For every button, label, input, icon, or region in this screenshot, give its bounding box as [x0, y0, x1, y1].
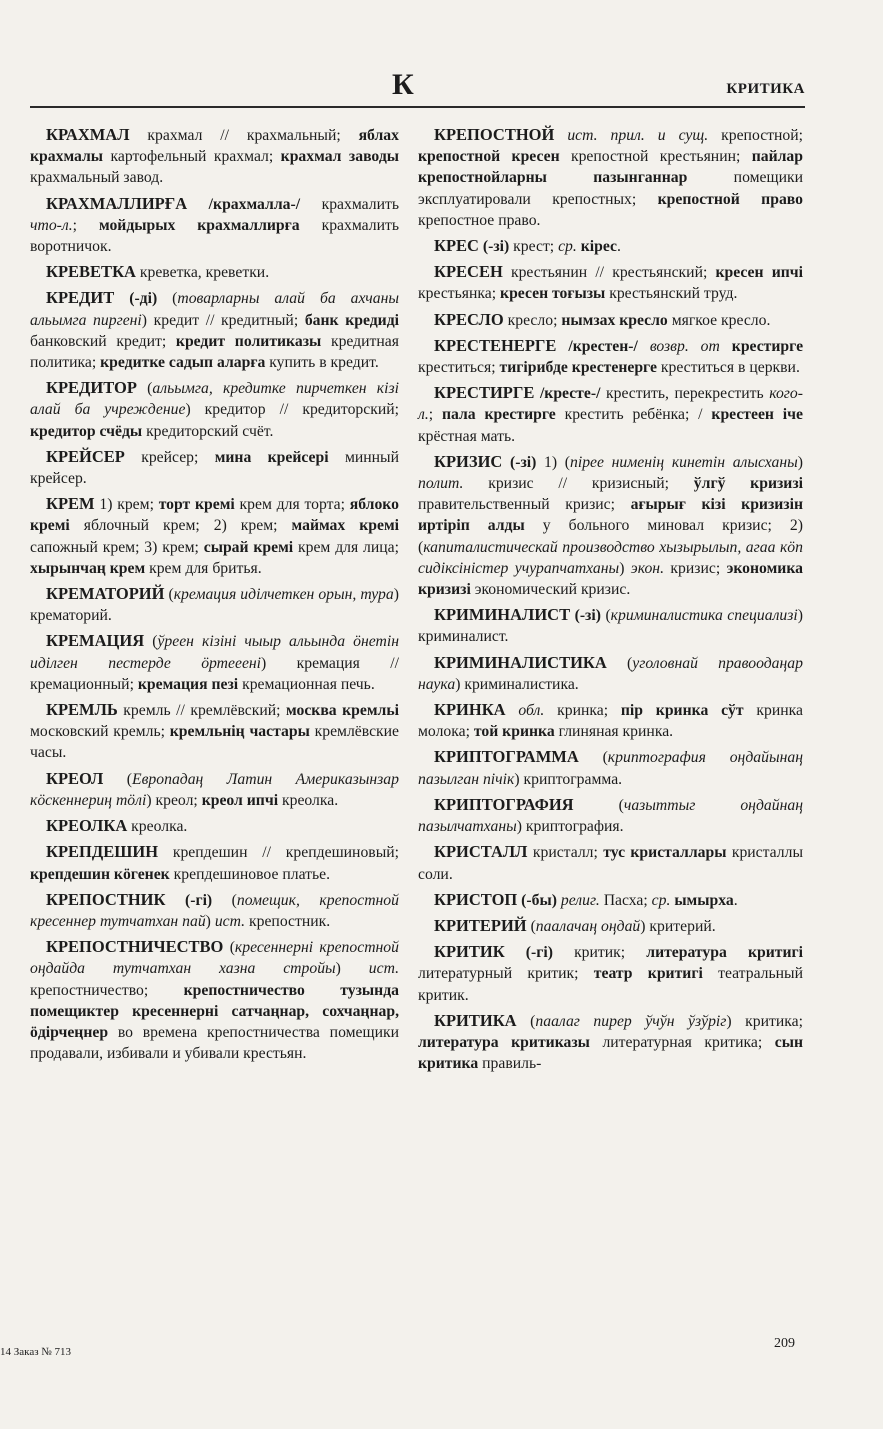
entry-text: глиняная кринка.	[554, 723, 674, 741]
headword: КРИТИК	[434, 942, 505, 962]
entry-text: (	[223, 939, 235, 957]
entry-text: (	[526, 917, 536, 935]
example-phrase: (-зі)	[574, 607, 601, 625]
gloss-note: Европадаң Латин Америказынзар кöскеннериң тöлі	[30, 770, 399, 809]
example-phrase: крепостничество тузында помещиктер кресеннерні сатчаңнар, сохчаңнар, öдірчеңнер	[30, 981, 399, 1041]
example-phrase: кірес	[580, 238, 617, 256]
headword: КРЕМАТОРИЙ	[46, 584, 165, 604]
gloss-note: ист. прил. и сущ.	[567, 127, 709, 144]
dictionary-entry	[30, 377, 399, 442]
entry-text: ) криптография.	[516, 818, 624, 836]
example-phrase: (-ді)	[129, 290, 158, 308]
entry-text: ) критика;	[726, 1012, 803, 1030]
right-column	[418, 124, 803, 1078]
entry-text: крахмалить	[300, 195, 399, 213]
gloss-note: ср.	[558, 238, 577, 256]
entry-text: (	[516, 1012, 536, 1030]
headword: КРАХМАЛ	[46, 125, 130, 144]
entry-text: правительственный кризис;	[418, 496, 631, 514]
entry-text: (	[606, 654, 633, 672]
headword: КРЕПОСТНИК	[46, 889, 166, 909]
left-column	[30, 124, 399, 1068]
example-phrase: (-гі)	[525, 944, 553, 962]
entry-text: кризис // кризисный;	[463, 475, 694, 493]
entry-text: ) креол;	[146, 791, 202, 809]
gloss-note: ўреен кізіні чыыр альында öнетін иділген пестерде öртееені	[30, 633, 399, 672]
example-phrase: крестирге	[731, 337, 804, 355]
example-phrase: крестеен іче	[711, 406, 803, 424]
dictionary-entry	[30, 193, 399, 258]
headword: КРЕСЛО	[434, 309, 504, 329]
entry-text: креститься;	[418, 359, 500, 377]
dictionary-entry	[418, 604, 803, 647]
entry-text: крестить, перекрестить	[600, 385, 770, 403]
example-phrase: театр критигі	[593, 965, 703, 983]
entry-text: крепдешиновое платье.	[169, 865, 331, 883]
example-phrase: (-гі)	[185, 891, 213, 909]
headword: КРИПТОГРАФИЯ	[434, 794, 574, 814]
entry-text: креветка, креветки.	[135, 264, 270, 282]
example-phrase: ымырха	[674, 891, 734, 909]
gloss-note: уголовнай правоодаңар наука	[418, 654, 803, 693]
gloss-note: религ.	[560, 891, 600, 909]
dictionary-entry	[418, 652, 803, 695]
gloss-note: чазыттыг оңдайнаң пазылчатханы	[418, 796, 803, 836]
entry-text	[554, 127, 567, 144]
example-phrase: банк кредиді	[304, 311, 399, 329]
example-phrase: экономика кризизі	[418, 559, 803, 599]
entry-text: крестьянский труд.	[605, 285, 738, 303]
dictionary-entry	[418, 335, 803, 378]
entry-text: крестить ребёнка; /	[555, 406, 712, 424]
entry-text: крепостное право.	[418, 211, 541, 229]
gloss-note: помещик, крепостной кресеннер тутчатхан пай	[30, 891, 399, 930]
example-phrase: яблоко кремі	[30, 496, 399, 535]
entry-text: креолка.	[127, 818, 188, 836]
entry-text: кристалл;	[527, 844, 604, 862]
dictionary-entry	[418, 235, 803, 257]
entry-text: крем для бритья.	[145, 559, 262, 577]
entry-text	[114, 290, 129, 307]
entry-text	[505, 944, 526, 961]
gloss-note: кого-л.	[418, 385, 803, 424]
entry-text	[165, 892, 185, 909]
example-phrase: ўлгў кризизі	[693, 475, 803, 493]
headword: КРЕДИТОР	[46, 378, 137, 398]
entry-text: крахмалить воротничок.	[30, 216, 399, 256]
entry-text: кредитная политика;	[30, 332, 399, 372]
example-phrase: той кринка	[473, 723, 555, 741]
entry-text: .	[733, 891, 738, 909]
entry-text: (	[136, 380, 153, 398]
entry-text: у больного миновал кризис; 2) (	[418, 517, 803, 556]
headword: КРИЗИС	[434, 451, 503, 471]
headword: КРЕДИТ	[46, 288, 115, 308]
example-phrase: /кресте-/	[539, 385, 601, 403]
entry-text: крахмальный завод.	[30, 169, 164, 187]
headword: КРЕМЛЬ	[46, 700, 118, 720]
entry-text: ) кредитор // кредиторский;	[185, 401, 399, 419]
headword: КРЕВЕТКА	[46, 262, 136, 282]
entry-text: кредиторский счёт.	[142, 422, 274, 440]
entry-text: купить в кредит.	[265, 354, 379, 372]
example-phrase: кредит политиказы	[175, 332, 322, 350]
headword: КРИМИНАЛИСТ	[434, 605, 571, 625]
dictionary-entry	[418, 261, 803, 304]
dictionary-entry	[30, 699, 399, 764]
entry-text: экономический кризис.	[470, 581, 631, 599]
example-phrase: кресен ипчі	[715, 264, 803, 282]
entry-text: во времена крепостничества помещики продавали, избивали и убивали крестьян.	[30, 1023, 399, 1063]
entry-text	[506, 702, 519, 719]
entry-text: мягкое кресло.	[667, 311, 771, 329]
dictionary-entry	[418, 746, 803, 789]
example-phrase: пайлар крепостнойларны пазынганнар	[418, 148, 803, 187]
entry-text: )	[205, 912, 215, 930]
entry-text	[502, 454, 510, 471]
entry-text: крестьянин // крестьянский;	[502, 264, 716, 282]
entry-text: сапожный крем; 3) крем;	[30, 538, 204, 556]
dictionary-entry	[30, 889, 399, 932]
example-phrase: литература критигі	[646, 944, 803, 962]
example-phrase: маймах кремі	[291, 517, 399, 535]
entry-text: 1) крем;	[94, 496, 159, 514]
example-phrase: хырынчаң крем	[30, 559, 146, 577]
entry-text	[720, 338, 732, 355]
entry-text: минный крейсер.	[30, 448, 399, 488]
section-letter: К	[392, 68, 415, 101]
entry-text: правиль-	[478, 1055, 542, 1073]
running-head: КРИТИКА	[726, 81, 805, 97]
entry-text: (	[573, 796, 624, 814]
entry-text: критик;	[552, 944, 647, 962]
headword: КРЕСТЕНЕРГЕ	[434, 335, 557, 355]
entry-text: картофельный крахмал;	[103, 148, 281, 166]
dictionary-entry	[418, 309, 803, 331]
gloss-note: возвр. от	[649, 337, 720, 355]
dictionary-entry	[418, 941, 803, 1006]
dictionary-entry	[418, 382, 803, 447]
headword: КРЕМАЦИЯ	[46, 631, 145, 651]
entry-text: (	[212, 891, 237, 909]
entry-text: крейсер;	[124, 448, 215, 466]
example-phrase: кремация пезі	[137, 675, 239, 693]
headword: КРЕМ	[46, 494, 95, 514]
entry-text: .	[616, 238, 621, 256]
example-phrase: ағырығ кізі кризизін иртіріп алды	[418, 496, 803, 535]
dictionary-entry	[418, 915, 803, 937]
entry-text: ) кредит // кредитный;	[141, 311, 305, 329]
gloss-note: капиталистическай производство хызырылып, агаа кöп сидіксіністер учурапчатханы	[418, 538, 803, 577]
headword: КРЕОЛКА	[46, 816, 128, 836]
entry-text: (	[103, 770, 133, 788]
example-phrase: кресен тоғызы	[500, 285, 606, 303]
entry-text: кремлёвские часы.	[30, 723, 400, 762]
entry-text: ) крематорий.	[30, 586, 399, 625]
entry-text: (	[164, 586, 174, 604]
example-phrase: крепдешин кöгенек	[30, 865, 170, 883]
gloss-note: кремация иділчеткен орын, тура	[173, 586, 394, 604]
gloss-note: ср.	[651, 891, 671, 909]
example-phrase: москва кремльі	[286, 702, 399, 720]
headword: КРЕОЛ	[46, 768, 104, 788]
entry-text: кринка;	[544, 702, 621, 720]
header-rule	[30, 106, 805, 108]
entry-text: ) криптограмма.	[514, 770, 623, 788]
dictionary-entry	[418, 889, 803, 911]
headword: КРЕЙСЕР	[46, 446, 125, 466]
headword: КРИМИНАЛИСТИКА	[434, 652, 607, 672]
dictionary-entry	[30, 841, 399, 884]
dictionary-entry	[418, 841, 803, 884]
headword: КРИНКА	[434, 700, 506, 720]
entry-text: крем для лица;	[293, 538, 399, 556]
headword: КРЕС	[434, 236, 479, 256]
dictionary-entry	[30, 287, 399, 373]
gloss-note: кресеннерні крепостной оңдайда тутчатхан хазна стройы	[30, 939, 399, 978]
example-phrase: мина крейсері	[214, 448, 329, 466]
example-phrase: тигірибде крестенерге	[499, 359, 657, 377]
gloss-note: альымга, кредитке пирчеткен кізі алай ба учреждение	[30, 380, 399, 419]
entry-text: (	[578, 749, 608, 767]
gloss-note: ист.	[368, 960, 400, 978]
entry-text: )	[335, 960, 369, 978]
entry-text: Пасха;	[599, 891, 652, 909]
entry-text: помещики эксплуатировали крепостных;	[418, 169, 803, 208]
example-phrase: /крестен-/	[568, 337, 638, 355]
example-phrase: сын критика	[418, 1033, 803, 1073]
example-phrase: яблах крахмалы	[30, 127, 399, 166]
example-phrase: торт кремі	[158, 496, 235, 514]
gloss-note: пірее нименің кинетін алысханы	[570, 453, 798, 471]
entry-text: крем для торта;	[234, 496, 350, 514]
entry-text: ) криминалистика.	[455, 675, 579, 693]
example-phrase: литература критиказы	[418, 1033, 590, 1051]
example-phrase: сырай кремі	[203, 538, 294, 556]
headword: КРЕПОСТНИЧЕСТВО	[46, 937, 224, 957]
entry-text: )	[619, 559, 631, 577]
entry-text: крест;	[509, 238, 559, 256]
entry-text: кремационная печь.	[238, 675, 375, 693]
example-phrase: нымзах кресло	[561, 311, 668, 329]
example-phrase: кредитор счёды	[30, 422, 143, 440]
entry-text: театральный критик.	[418, 965, 803, 1004]
example-phrase: пір кринка сўт	[620, 702, 744, 720]
gloss-note: паалачаң оңдай	[535, 917, 641, 935]
entry-text: литературная критика;	[589, 1033, 775, 1051]
example-phrase: крепостной право	[657, 190, 803, 208]
entry-text	[556, 338, 568, 355]
headword: КРИСТОП	[434, 889, 518, 909]
gloss-note: полит.	[418, 475, 464, 493]
entry-text: (	[157, 290, 178, 308]
entry-text: яблочный крем; 2) крем;	[69, 517, 292, 535]
example-phrase: (-зі)	[482, 238, 510, 256]
headword: КРИТИКА	[434, 1010, 517, 1030]
entry-text: кресло;	[503, 311, 562, 329]
example-phrase: креол ипчі	[201, 791, 279, 809]
dictionary-entry	[418, 794, 803, 837]
gloss-note: что-л.	[30, 216, 73, 234]
entry-text: крепостник.	[245, 912, 331, 930]
entry-text	[638, 338, 650, 355]
example-phrase: мойдырых крахмаллирға	[98, 216, 300, 234]
gloss-note: экон.	[630, 559, 665, 577]
headword: КРЕПОСТНОЙ	[434, 125, 555, 144]
dictionary-entry	[30, 493, 399, 579]
gloss-note: товарларны алай ба ахчаны альымга пиргені	[30, 290, 399, 329]
entry-text: креолка.	[278, 791, 339, 809]
dictionary-entry	[30, 815, 399, 837]
example-phrase: крепостной кресен	[418, 148, 560, 166]
entry-text: кремль // кремлёвский;	[117, 702, 286, 720]
entry-text: кристаллы соли.	[418, 844, 803, 883]
entry-text: )	[797, 453, 803, 471]
entry-text: крахмал // крахмальный;	[129, 127, 359, 144]
entry-text: крепдешин // крепдешиновый;	[158, 844, 399, 862]
printer-signature: 14 Заказ № 713	[0, 1346, 72, 1358]
entry-text: ;	[72, 216, 99, 234]
entry-text: крестьянка;	[418, 285, 501, 303]
headword: КРЕСТИРГЕ	[434, 383, 535, 403]
entry-text: креститься в церкви.	[656, 359, 800, 377]
headword: КРЕПДЕШИН	[46, 842, 159, 862]
entry-text: ) кремация // кремационный;	[30, 654, 399, 693]
entry-text: (	[144, 633, 158, 651]
entry-text: крепостной;	[708, 127, 804, 144]
example-phrase: кредитке садып аларға	[100, 354, 266, 372]
dictionary-entry	[30, 768, 399, 811]
entry-text: банковский кредит;	[30, 332, 176, 350]
gloss-note: криптография оңдайынаң пазылган пічік	[418, 749, 803, 788]
headword: КРЕСЕН	[434, 262, 503, 282]
headword: КРИТЕРИЙ	[434, 915, 527, 935]
example-phrase: (-бы)	[521, 891, 557, 909]
entry-text: московский кремль;	[30, 723, 170, 741]
entry-text: (	[600, 607, 611, 625]
entry-text: ) критерий.	[640, 917, 716, 935]
entry-text	[187, 196, 209, 213]
entry-text: крепостничество;	[30, 981, 184, 999]
gloss-note: ист.	[214, 912, 246, 930]
entry-text: ;	[428, 406, 442, 424]
example-phrase: (-зі)	[510, 453, 537, 471]
entry-text: крепостной крестьянин;	[559, 148, 752, 166]
example-phrase: пала крестирге	[441, 406, 556, 424]
example-phrase: /крахмалла-/	[208, 195, 301, 213]
dictionary-entry	[30, 124, 399, 189]
page-number: 209	[774, 1336, 795, 1351]
example-phrase: тус кристаллары	[603, 844, 727, 862]
entry-text: кризис;	[664, 559, 727, 577]
entry-text: крёстная мать.	[418, 427, 516, 445]
dictionary-entry	[30, 630, 399, 695]
dictionary-entry	[30, 446, 399, 489]
gloss-note: паалаг пирер ўчўн ўзўрiг	[535, 1012, 727, 1030]
entry-text: кринка молока;	[418, 702, 804, 741]
dictionary-entry	[418, 1010, 803, 1075]
entry-text: ) криминалист.	[418, 607, 803, 646]
dictionary-entry	[418, 699, 803, 742]
headword: КРИСТАЛЛ	[434, 842, 528, 862]
dictionary-entry	[30, 936, 399, 1064]
headword: КРИПТОГРАММА	[434, 747, 579, 767]
example-phrase: кремльнің частары	[169, 723, 310, 741]
entry-text: 1) (	[536, 453, 570, 471]
dictionary-entry	[418, 124, 803, 231]
gloss-note: обл.	[518, 702, 545, 720]
dictionary-entry	[30, 583, 399, 626]
dictionary-entry	[30, 261, 399, 283]
entry-text: литературный критик;	[418, 965, 594, 983]
dictionary-entry	[418, 451, 803, 600]
headword: КРАХМАЛЛИРҒА	[46, 193, 188, 213]
example-phrase: крахмал заводы	[280, 148, 400, 166]
gloss-note: криминалистика специализі	[610, 607, 798, 625]
